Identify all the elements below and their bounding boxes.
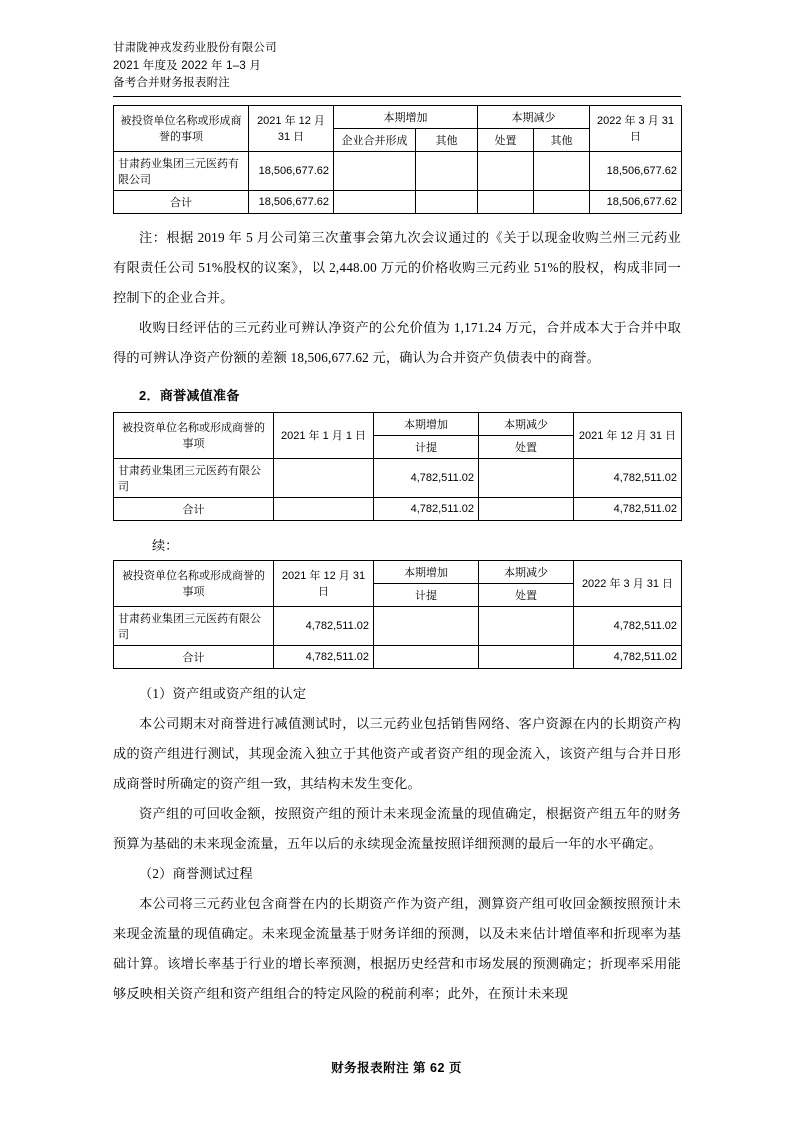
cell-closing: 18,506,677.62	[590, 151, 682, 190]
note-paragraph-2: 收购日经评估的三元药业可辨认净资产的公允价值为 1,171.24 万元，合并成本大于合并中取得的可辨认净资产份额的差额 18,506,677.62 元，确认为合并资产负债表中的商誉。	[113, 319, 681, 365]
th-decrease-disposal: 处置	[478, 128, 534, 151]
th-opening: 2021 年 12 月 31 日	[249, 105, 334, 151]
th-closing: 2022 年 3 月 31 日	[590, 105, 682, 151]
cell-decrease-disposal	[479, 645, 574, 668]
header-line-company: 甘肃陇神戎发药业股份有限公司	[113, 42, 277, 54]
subsection-2-paragraph-1: 本公司将三元药业包含商誉在内的长期资产作为资产组，测算资产组可收回金额按照预计未来现金流量的现值确定。未来现金流量基于财务详细的预测，以及未来估计增值率和折现率为基础计算。该增长率基于行业的增长率预测，根据历史经营和市场发展的预测确定；折现率采用能够反映相关资产组和资产组组合的特定风险的税前利率；此外，在预计未来现	[113, 895, 681, 1001]
th-closing: 2021 年 12 月 31 日	[574, 412, 682, 458]
cell-closing: 4,782,511.02	[574, 645, 682, 668]
table-row	[114, 606, 682, 645]
th-decrease-disposal: 处置	[479, 583, 574, 606]
header-divider	[113, 96, 681, 97]
subsection-1-paragraph-1: 本公司期末对商誉进行减值测试时，以三元药业包括销售网络、客户资源在内的长期资产构成的资产组进行测试，其现金流入独立于其他资产或者资产组的现金流入，该资产组与合并日形成商誉时所确定的资产组一致，其结构未发生变化。	[113, 715, 681, 791]
cell-decrease-disposal	[479, 497, 574, 520]
subsection-1-paragraph-2: 资产组的可回收金额，按照资产组的预计未来现金流量的现值确定，根据资产组五年的财务预算为基础的未来现金流量，五年以后的永续现金流量按照详细预测的最后一年的水平确定。	[113, 805, 681, 851]
th-increase-accrual: 计提	[374, 583, 479, 606]
page-footer: 财务报表附注 第 62 页	[331, 1061, 462, 1075]
cell-increase-accrual	[374, 645, 479, 668]
cell-increase-bc	[334, 190, 416, 213]
table-header-row	[114, 412, 682, 435]
continued-label: 续：	[152, 537, 179, 553]
cell-decrease-other	[534, 151, 590, 190]
th-entity: 被投资单位名称或形成商誉的事项	[114, 412, 274, 458]
th-opening: 2021 年 1 月 1 日	[274, 412, 374, 458]
header-line-title: 备考合并财务报表附注	[113, 77, 230, 89]
cell-entity: 合计	[114, 190, 249, 213]
th-opening: 2021 年 12 月 31 日	[274, 560, 374, 606]
cell-entity: 甘肃药业集团三元医药有限公司	[114, 151, 249, 190]
spacer	[113, 214, 681, 223]
cell-opening: 4,782,511.02	[274, 606, 374, 645]
section-heading-goodwill-impairment: 2．商誉减值准备	[139, 387, 240, 403]
cell-decrease-disposal	[479, 606, 574, 645]
th-entity: 被投资单位名称或形成商誉的事项	[114, 105, 249, 151]
table-total-row	[114, 645, 682, 668]
th-closing: 2022 年 3 月 31 日	[574, 560, 682, 606]
th-increase-group: 本期增加	[334, 105, 478, 128]
cell-entity: 甘肃药业集团三元医药有限公司	[114, 458, 274, 497]
cell-closing: 4,782,511.02	[574, 458, 682, 497]
th-decrease-group: 本期减少	[478, 105, 590, 128]
goodwill-original-value-table	[113, 105, 682, 214]
cell-opening: 18,506,677.62	[249, 190, 334, 213]
cell-decrease-disposal	[478, 151, 534, 190]
goodwill-impairment-provision-table-2022q1	[113, 560, 682, 669]
th-decrease-other: 其他	[534, 128, 590, 151]
table-total-row	[114, 190, 682, 213]
table-row	[114, 458, 682, 497]
cell-increase-accrual: 4,782,511.02	[374, 497, 479, 520]
th-increase-group: 本期增加	[374, 412, 479, 435]
cell-decrease-disposal	[478, 190, 534, 213]
page-content	[113, 40, 681, 1009]
cell-opening: 18,506,677.62	[249, 151, 334, 190]
th-decrease-group: 本期减少	[479, 412, 574, 435]
cell-decrease-disposal	[479, 458, 574, 497]
subsection-title-1: （1）资产组或资产组的认定	[139, 685, 307, 701]
cell-closing: 4,782,511.02	[574, 497, 682, 520]
table-header-row	[114, 105, 682, 128]
table-row	[114, 151, 682, 190]
cell-entity: 合计	[114, 645, 274, 668]
cell-opening	[274, 497, 374, 520]
th-decrease-disposal: 处置	[479, 435, 574, 458]
cell-entity: 甘肃药业集团三元医药有限公司	[114, 606, 274, 645]
header-line-period: 2021 年度及 2022 年 1–3 月	[113, 59, 262, 72]
note-paragraph-1: 注：根据 2019 年 5 月公司第三次董事会第九次会议通过的《关于以现金收购兰州三元药业有限责任公司 51%股权的议案》，以 2,448.00 万元的价格收购三元药业 51%的股权，构成非同一控制下的企业合并。	[113, 229, 681, 305]
cell-increase-other	[416, 151, 478, 190]
cell-entity: 合计	[114, 497, 274, 520]
th-increase-group: 本期增加	[374, 560, 479, 583]
cell-increase-bc	[334, 151, 416, 190]
th-increase-accrual: 计提	[374, 435, 479, 458]
cell-closing: 4,782,511.02	[574, 606, 682, 645]
subsection-title-2: （2）商誉测试过程	[139, 865, 253, 881]
cell-closing: 18,506,677.62	[590, 190, 682, 213]
cell-increase-accrual: 4,782,511.02	[374, 458, 479, 497]
table-total-row	[114, 497, 682, 520]
cell-opening	[274, 458, 374, 497]
spacer	[113, 669, 681, 679]
cell-decrease-other	[534, 190, 590, 213]
cell-opening: 4,782,511.02	[274, 645, 374, 668]
th-decrease-group: 本期减少	[479, 560, 574, 583]
cell-increase-accrual	[374, 606, 479, 645]
document-header	[113, 40, 681, 93]
th-increase-business-combination: 企业合并形成	[334, 128, 416, 151]
th-entity: 被投资单位名称或形成商誉的事项	[114, 560, 274, 606]
cell-increase-other	[416, 190, 478, 213]
th-increase-other: 其他	[416, 128, 478, 151]
goodwill-impairment-provision-table-2021	[113, 412, 682, 521]
table-header-row	[114, 560, 682, 583]
